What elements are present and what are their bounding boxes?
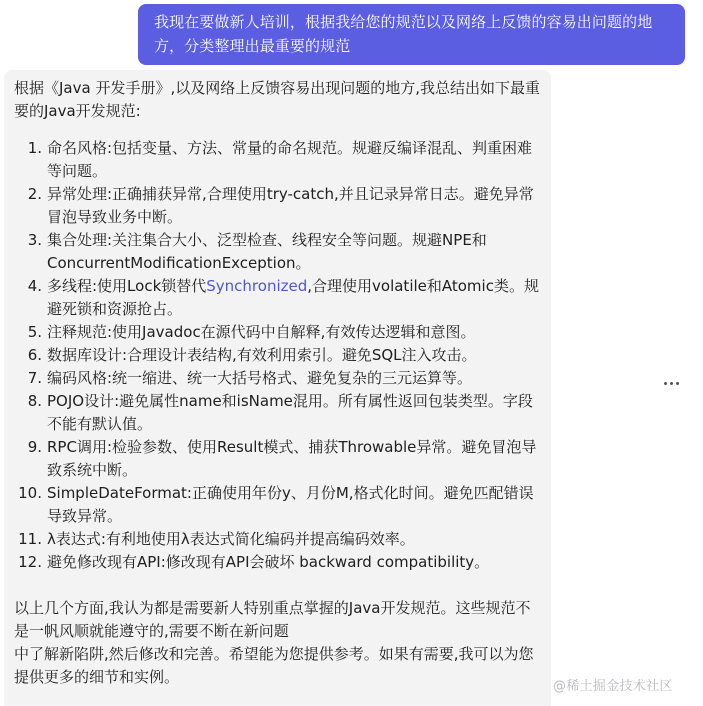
list-item-text: 异常处理:正确捕获异常,合理使用try-catch,并且记录异常日志。避免异常冒泡导致业务中断。 — [47, 185, 534, 226]
list-item-text: 避免修改现有API:修改现有API会破坏 backward compatibility。 — [47, 553, 490, 571]
list-item — [14, 482, 541, 528]
more-options-button[interactable] — [659, 373, 683, 393]
assistant-intro-text: 根据《Java 开发手册》,以及网络上反馈容易出现问题的地方,我总结出如下最重要的Java开发规范: — [14, 79, 540, 120]
list-item-text: 命名风格:包括变量、方法、常量的命名规范。规避反编译混乱、判重困难等问题。 — [47, 139, 533, 180]
synchronized-link[interactable]: Synchronized — [206, 277, 308, 295]
assistant-outro-text — [14, 597, 541, 689]
list-item — [14, 390, 541, 436]
list-item-text: 数据库设计:合理设计表结构,有效利用索引。避免SQL注入攻击。 — [47, 346, 477, 364]
list-item-number: 12. — [18, 553, 42, 571]
list-item-text: RPC调用:检验参数、使用Result模式、捕获Throwable异常。避免冒泡导致系统中断。 — [47, 438, 537, 479]
list-item-number: 8. — [27, 392, 42, 410]
list-item-text: 集合处理:关注集合大小、泛型检查、线程安全等问题。规避NPE和ConcurrentModificationException。 — [47, 231, 487, 272]
list-item-number: 3. — [27, 231, 42, 249]
list-item-number: 9. — [27, 438, 42, 456]
list-item-number: 2. — [27, 185, 42, 203]
list-item-text: 注释规范:使用Javadoc在源代码中自解释,有效传达逻辑和意图。 — [47, 323, 476, 341]
outro-line-1: 以上几个方面,我认为都是需要新人特别重点掌握的Java开发规范。这些规范不是一帆风顺就能遵守的,需要不断在新问题 — [14, 599, 531, 640]
list-item — [14, 321, 541, 344]
more-horizontal-icon — [676, 382, 679, 385]
list-item-text: SimpleDateFormat:正确使用年份y、月份M,格式化时间。避免匹配错误导致异常。 — [47, 484, 534, 525]
more-horizontal-icon — [670, 382, 673, 385]
assistant-message-bubble — [4, 70, 551, 706]
list-item — [14, 528, 541, 551]
rules-list — [14, 137, 541, 574]
list-item — [14, 367, 541, 390]
list-item-number: 6. — [27, 346, 42, 364]
list-item-number: 1. — [27, 139, 42, 157]
outro-line-2: 中了解新陷阱,然后修改和完善。希望能为您提供参考。如果有需要,我可以为您提供更多的细节和实例。 — [14, 645, 534, 686]
user-message-text: 我现在要做新人培训，根据我给您的规范以及网络上反馈的容易出问题的地方，分类整理出最重要的规范 — [154, 13, 653, 55]
list-item — [14, 275, 541, 321]
list-item — [14, 344, 541, 367]
list-item-text: λ表达式:有利地使用λ表达式简化编码并提高编码效率。 — [47, 530, 415, 548]
list-item — [14, 183, 541, 229]
paragraph-spacer — [14, 574, 541, 597]
watermark: @稀土掘金技术社区 — [553, 679, 673, 694]
list-item — [14, 436, 541, 482]
list-item-text: 编码风格:统一缩进、统一大括号格式、避免复杂的三元运算等。 — [47, 369, 473, 387]
list-item-number: 5. — [27, 323, 42, 341]
list-item-text-before: 多线程:使用Lock锁替代 — [47, 277, 207, 295]
list-item — [14, 137, 541, 183]
list-item-text-after: ,合理使用volatile和Atomic类。规避死锁和资源抢占。 — [47, 277, 539, 318]
list-item — [14, 229, 541, 275]
more-horizontal-icon — [664, 382, 667, 385]
list-item-number: 4. — [27, 277, 42, 295]
list-item-number: 11. — [18, 530, 42, 548]
user-message-bubble — [138, 4, 685, 65]
list-item-number: 10. — [18, 484, 42, 502]
list-item-number: 7. — [27, 369, 42, 387]
list-item — [14, 551, 541, 574]
list-item-text: POJO设计:避免属性name和isName混用。所有属性返回包装类型。字段不能有默认值。 — [47, 392, 533, 433]
